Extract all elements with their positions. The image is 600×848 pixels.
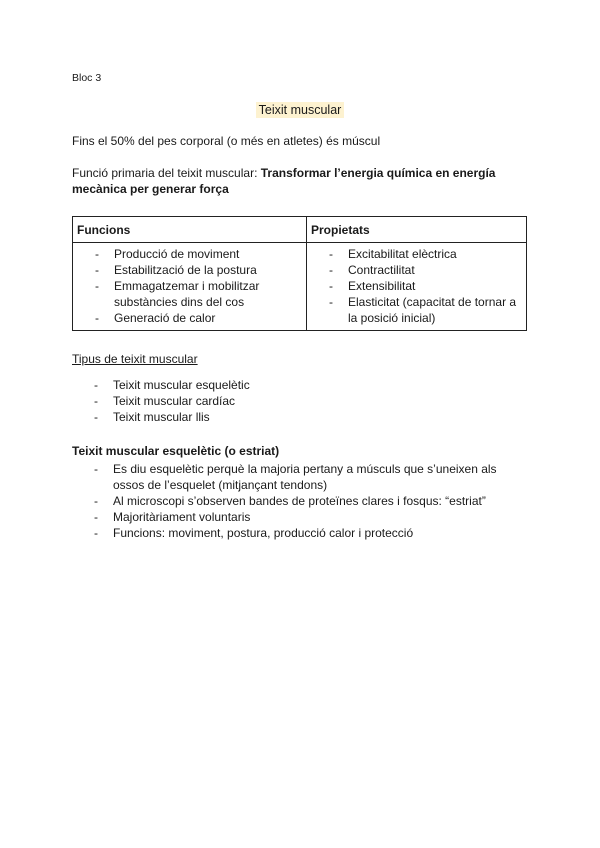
bullet: - [95,279,99,293]
bullet: - [95,263,99,277]
bullet: - [329,247,333,261]
types-list [72,377,372,425]
bullet: - [94,526,98,540]
funcions-cell [73,243,307,331]
list-item: - Majoritàriament voluntaris [94,510,251,524]
bullet: - [94,378,98,392]
list-item: - Elasticitat (capacitat de tornar a la posició inicial) [329,295,517,325]
bullet: - [95,311,99,325]
table-row [73,243,527,331]
list-item: - Extensibilitat [329,279,416,293]
table-header-row [73,217,527,243]
page-title: Teixit muscular [256,102,345,118]
propietats-list [307,246,526,326]
list-item: - Contractilitat [329,263,415,277]
header-propietats: Propietats [307,217,527,243]
bullet: - [329,295,333,309]
funcions-list [73,246,306,326]
list-item: - Al microscopi s’observen bandes de proteïnes clares i fosqus: “estriat” [94,494,486,508]
list-item: - Teixit muscular esquelètic [94,378,250,392]
list-item: - Estabilització de la postura [95,263,257,277]
list-item: - Generació de calor [95,311,216,325]
bullet: - [329,279,333,293]
list-item: - Funcions: moviment, postura, producció calor i protecció [94,526,414,540]
bullet: - [94,510,98,524]
function-bold-line1: Transformar l’energia química en energía [260,166,496,180]
bullet: - [94,410,98,424]
header-funcions: Funcions [73,217,307,243]
title-row [0,101,600,119]
intro-paragraph: Fins el 50% del pes corporal (o més en atletes) és múscul [72,134,381,148]
skeletal-list [72,461,510,541]
list-item: - Es diu esquelètic perquè la majoria pertany a músculs que s’uneixen als ossos de l’esquelet (mitjançant tendons) [94,462,497,492]
bullet: - [94,394,98,408]
bloc-label: Bloc 3 [72,72,102,84]
bullet: - [94,494,98,508]
list-item: - Producció de moviment [95,247,240,261]
functions-properties-table [72,216,527,331]
list-item: - Teixit muscular llis [94,410,210,424]
bullet: - [329,263,333,277]
function-prefix: Funció primaria del teixit muscular: [72,166,261,180]
types-heading: Tipus de teixit muscular [72,352,198,366]
list-item: - Excitabilitat elèctrica [329,247,457,261]
list-item: - Emmagatzemar i mobilitzar substàncies dins del cos [95,279,260,309]
propietats-cell [307,243,527,331]
function-bold-line2: mecànica per generar força [72,182,229,196]
list-item: - Teixit muscular cardíac [94,394,236,408]
bullet: - [94,462,98,476]
bullet: - [95,247,99,261]
skeletal-heading: Teixit muscular esquelètic (o estriat) [72,444,280,458]
function-paragraph [72,165,495,197]
